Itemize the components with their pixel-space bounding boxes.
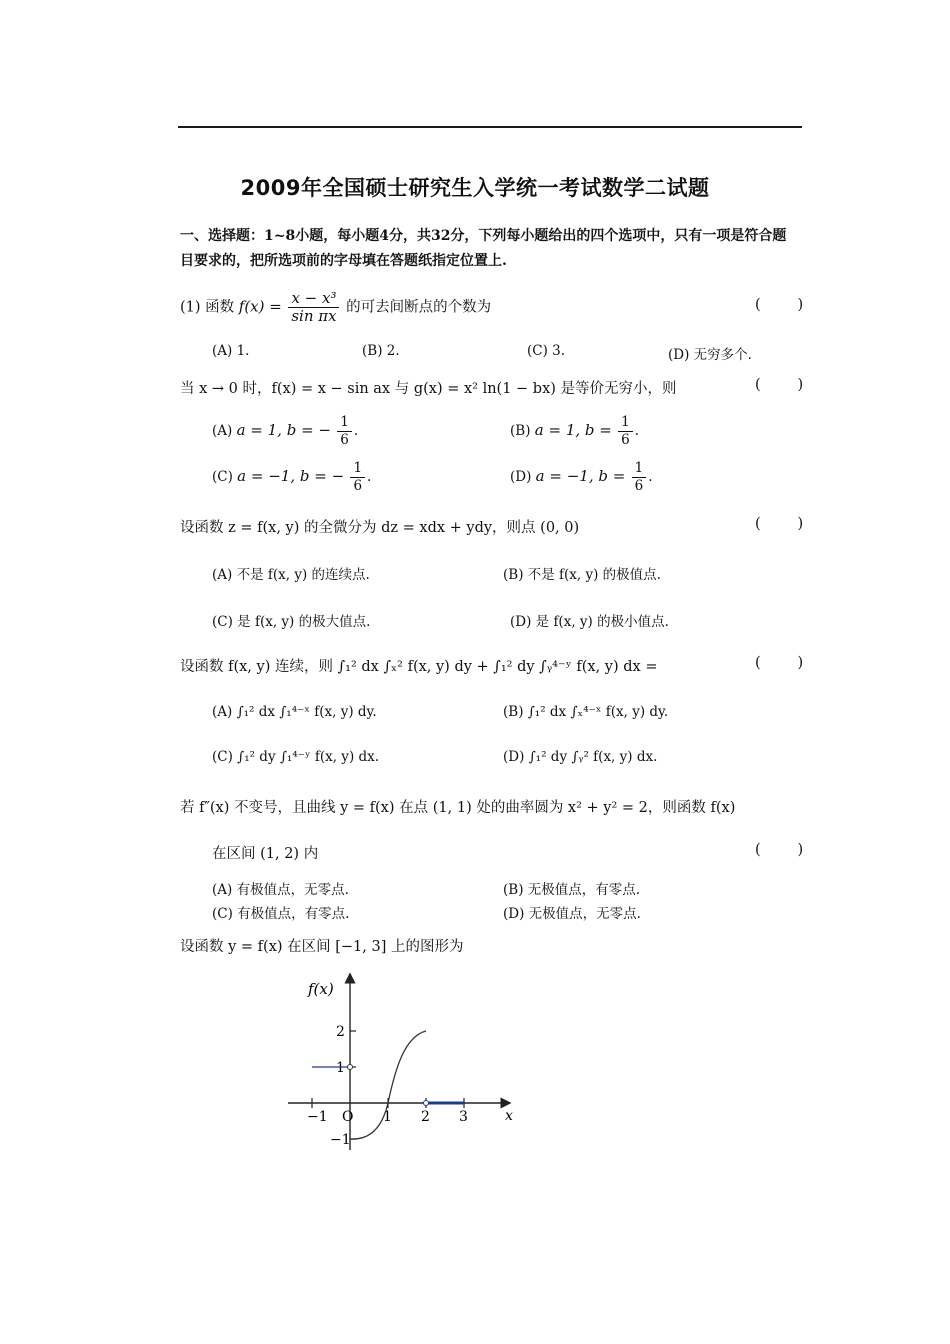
answer-blank: ( ) [755, 377, 804, 393]
option-a: (A) 1. [212, 343, 250, 359]
question-5-line-1: 若 f″(x) 不变号，且曲线 y = f(x) 在点 (1, 1) 处的曲率圆为 x² + y² = 2，则函数 f(x) [180, 800, 736, 816]
option-b: (B) a = 1, b = $\frac{1}{6}$ . [510, 414, 640, 448]
option-a: (A) 有极值点，无零点. [212, 882, 349, 898]
x-tick-label: 1 [383, 1109, 392, 1125]
page-title: 2009年全国硕士研究生入学统一考试数学二试题 [240, 176, 710, 200]
fraction: $\frac{1}{6}$ [350, 460, 365, 495]
x-axis-label: x [505, 1108, 513, 1124]
option-b: (B) 不是 f(x, y) 的极值点. [503, 567, 661, 583]
top-rule [178, 126, 802, 128]
function-graph [280, 970, 530, 1155]
y-tick-label: 1 [336, 1060, 345, 1076]
option-b: (B) 无极值点，有零点. [503, 882, 641, 898]
question-4: 设函数 f(x, y) 连续，则 ∫₁² dx ∫ₓ² f(x, y) dy + ∫₁² dy ∫ᵧ⁴⁻ʸ f(x, y) dx = [180, 659, 658, 675]
answer-blank: ( ) [755, 297, 804, 313]
section-intro: 一、选择题：1~8小题，每小题4分，共32分，下列每小题给出的四个选项中，只有一项是符合题目要求的，把所选项前的字母填在答题纸指定位置上. [180, 228, 787, 269]
y-axis-label: f(x) [308, 980, 334, 998]
option-d: (D) a = −1, b = $\frac{1}{6}$ . [510, 460, 653, 494]
fraction: $\frac{1}{6}$ [632, 460, 647, 495]
option-b: (B) 2. [362, 343, 400, 359]
option-c: (C) ∫₁² dy ∫₁⁴⁻ʸ f(x, y) dx. [212, 749, 380, 765]
question-3: 设函数 z = f(x, y) 的全微分为 dz = xdx + ydy，则点 (0, 0) [180, 520, 580, 536]
option-c: (C) 是 f(x, y) 的极大值点. [212, 614, 371, 630]
option-c: (C) 有极值点，有零点. [212, 906, 350, 922]
x-tick-label: O [342, 1109, 354, 1125]
question-5-line-2: 在区间 (1, 2) 内 [212, 846, 319, 862]
answer-blank: ( ) [755, 516, 804, 532]
option-b: (B) ∫₁² dx ∫ₓ⁴⁻ˣ f(x, y) dy. [503, 704, 669, 720]
option-d: (D) 是 f(x, y) 的极小值点. [510, 614, 669, 630]
option-a: (A) 不是 f(x, y) 的连续点. [212, 567, 370, 583]
x-tick-label: 3 [459, 1109, 468, 1125]
option-d: (D) 无穷多个. [668, 347, 752, 363]
option-a: (A) ∫₁² dx ∫₁⁴⁻ˣ f(x, y) dy. [212, 704, 377, 720]
q-number: (1) [180, 299, 201, 316]
fraction: $\frac{1}{6}$ [337, 414, 352, 449]
option-d: (D) ∫₁² dy ∫ᵧ² f(x, y) dx. [503, 749, 658, 765]
question-2: 当 x → 0 时，f(x) = x − sin ax 与 g(x) = x² ln(1 − bx) 是等价无穷小，则 [180, 381, 677, 397]
x-tick-label: 2 [421, 1109, 430, 1125]
open-point [424, 1101, 429, 1106]
x-tick-label: −1 [307, 1109, 328, 1125]
answer-blank: ( ) [755, 655, 804, 671]
fraction: $\frac{1}{6}$ [618, 414, 633, 449]
y-tick-label: 2 [336, 1024, 345, 1040]
question-6: 设函数 y = f(x) 在区间 [−1, 3] 上的图形为 [180, 939, 464, 955]
open-point [348, 1065, 353, 1070]
option-d: (D) 无极值点，无零点. [503, 906, 641, 922]
option-a: (A) a = 1, b = − $\frac{1}{6}$ . [212, 414, 359, 448]
question-1: (1) 函数 f(x) = $\frac{\text{x − x³}}{\text{sin πx}}$ 的可去间断点的个数为 [180, 289, 492, 325]
option-c: (C) a = −1, b = − $\frac{1}{6}$ . [212, 460, 372, 494]
y-tick-label: −1 [330, 1132, 351, 1148]
fraction: $\frac{\text{x − x³}}{\text{sin πx}}$ [288, 290, 339, 325]
option-c: (C) 3. [527, 343, 566, 359]
answer-blank: ( ) [755, 842, 804, 858]
